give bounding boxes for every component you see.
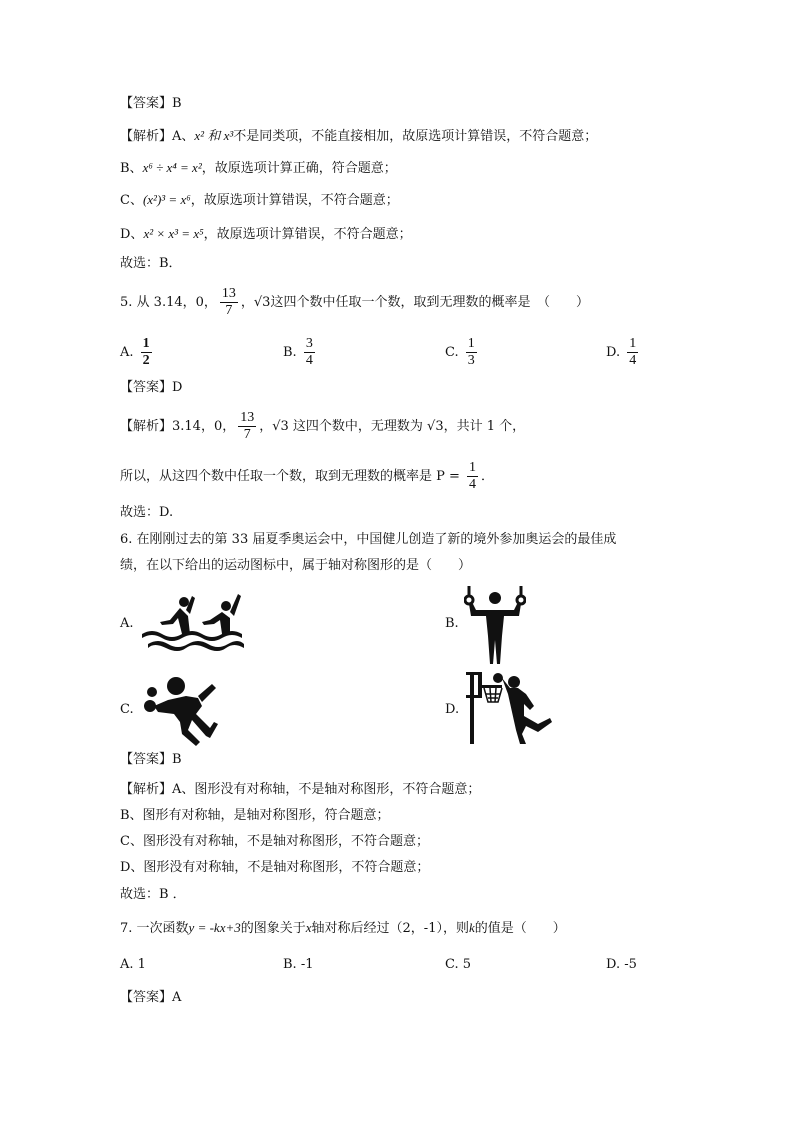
stem-text: 的图象关于 xyxy=(240,921,306,936)
analysis-text: ，故原选项计算错误，不符合题意； xyxy=(203,227,412,242)
stem-text: 7. 一次函数 xyxy=(120,921,189,936)
option-prefix: C、 xyxy=(120,193,143,208)
fraction xyxy=(220,286,238,319)
q6-stem-line1: 6. 在刚刚过去的第 33 届夏季奥运会中，中国健儿创造了新的境外参加奥运会的最佳成 xyxy=(120,532,617,547)
q7-option-c: C. 5 xyxy=(445,957,472,972)
numerator: 1 xyxy=(142,336,150,351)
q6-analysis-a: 【解析】A、图形没有对称轴，不是轴对称图形，不符合题意； xyxy=(120,782,481,797)
q6-option-c-label: C. xyxy=(120,702,134,717)
math-expression: x² × x³ = x⁵ xyxy=(143,226,204,241)
q7-answer: 【答案】A xyxy=(120,990,182,1005)
fraction xyxy=(141,336,152,369)
numerator: 1 xyxy=(629,336,637,351)
stem-text: 5. 从 3.14，0， xyxy=(120,295,217,310)
math-expression: (x²)³ = x⁶ xyxy=(142,192,191,207)
math-expression: x² 和 x³ xyxy=(194,128,234,143)
q7-stem xyxy=(120,918,566,939)
numerator: 13 xyxy=(221,286,236,301)
q4-conclusion: 故选：B． xyxy=(120,256,182,271)
analysis-tag: 【解析】 xyxy=(120,129,173,144)
denominator: 4 xyxy=(469,477,477,492)
fraction xyxy=(627,336,638,369)
option-prefix: A、 xyxy=(172,129,195,144)
option-label: D. xyxy=(606,345,621,360)
denominator: 2 xyxy=(142,353,150,368)
q5-answer: 【答案】D xyxy=(120,380,183,395)
option-prefix: D、 xyxy=(120,227,144,242)
q5-option-d xyxy=(606,334,641,372)
fraction xyxy=(466,336,477,369)
q5-stem xyxy=(120,284,589,322)
analysis-text: 【解析】3.14，0， xyxy=(120,419,236,434)
q6-answer: 【答案】B xyxy=(120,752,182,767)
option-label: A. xyxy=(120,345,134,360)
option-label: C. xyxy=(445,345,459,360)
q5-conclusion: 故选：D. xyxy=(120,505,174,520)
math-variable: k xyxy=(468,920,475,935)
q6-option-d-label: D. xyxy=(445,702,460,717)
q4-analysis-b xyxy=(120,158,397,179)
q6-option-a-label: A. xyxy=(120,616,134,631)
math-variable: x xyxy=(305,920,312,935)
numerator: 13 xyxy=(240,410,255,425)
option-label: B. xyxy=(283,345,297,360)
q5-analysis-1 xyxy=(120,408,525,446)
denominator: 7 xyxy=(225,303,233,318)
analysis-text: 所以，从这四个数中任取一个数，取到无理数的概率是 P = xyxy=(120,469,465,484)
fraction xyxy=(304,336,315,369)
math-expression: y = -kx+3 xyxy=(188,920,241,935)
q6-option-b-label: B. xyxy=(445,616,459,631)
analysis-text: 不是同类项，不能直接相加，故原选项计算错误，不符合题意； xyxy=(233,129,598,144)
q6-conclusion: 故选：B ． xyxy=(120,887,186,902)
q6-analysis-b: B、图形有对称轴，是轴对称图形，符合题意； xyxy=(120,808,390,823)
q7-option-a: A. 1 xyxy=(120,957,146,972)
numerator: 1 xyxy=(467,336,475,351)
option-prefix: B、 xyxy=(120,161,143,176)
stem-text: 的值是（ ） xyxy=(474,921,566,936)
q5-option-c xyxy=(445,334,480,372)
denominator: 4 xyxy=(629,353,637,368)
denominator: 4 xyxy=(305,353,313,368)
basketball-icon xyxy=(464,668,556,744)
table-tennis-icon xyxy=(140,670,236,746)
q5-option-b xyxy=(283,334,318,372)
q6-stem-line2: 绩，在以下给出的运动图标中，属于轴对称图形的是（ ） xyxy=(120,558,472,573)
synchronized-swimming-icon xyxy=(140,590,246,658)
q5-option-a xyxy=(120,334,155,372)
q6-analysis-d: D、图形没有对称轴，不是轴对称图形，不符合题意； xyxy=(120,860,430,875)
q7-option-b: B. -1 xyxy=(283,957,314,972)
q4-analysis-a xyxy=(120,126,597,147)
q4-analysis-d xyxy=(120,224,412,245)
q5-analysis-2 xyxy=(120,458,494,496)
numerator: 3 xyxy=(305,336,313,351)
stem-text: 这四个数中任取一个数，取到无理数的概率是 （ ） xyxy=(270,295,589,310)
stem-text: 轴对称后经过（2，-1），则 xyxy=(311,921,469,936)
math-expression: x⁶ ÷ x⁴ = x² xyxy=(142,160,202,175)
q4-analysis-c xyxy=(120,190,399,211)
analysis-text: ，√3 这四个数中，无理数为 √3，共计 1 个， xyxy=(259,419,526,434)
analysis-text: ． xyxy=(481,469,495,484)
numerator: 1 xyxy=(469,460,477,475)
fraction xyxy=(467,460,478,493)
q4-answer: 【答案】B xyxy=(120,96,182,111)
analysis-text: ，故原选项计算正确，符合题意； xyxy=(201,161,397,176)
fraction xyxy=(238,410,256,443)
denominator: 7 xyxy=(243,427,251,442)
sqrt-expression: ，√3 xyxy=(240,295,271,310)
q6-analysis-c: C、图形没有对称轴，不是轴对称图形，不符合题意； xyxy=(120,834,429,849)
q7-option-d: D. -5 xyxy=(606,957,637,972)
analysis-text: ，故原选项计算错误，不符合题意； xyxy=(190,193,399,208)
denominator: 3 xyxy=(467,353,475,368)
rings-gymnast-icon xyxy=(464,584,526,664)
